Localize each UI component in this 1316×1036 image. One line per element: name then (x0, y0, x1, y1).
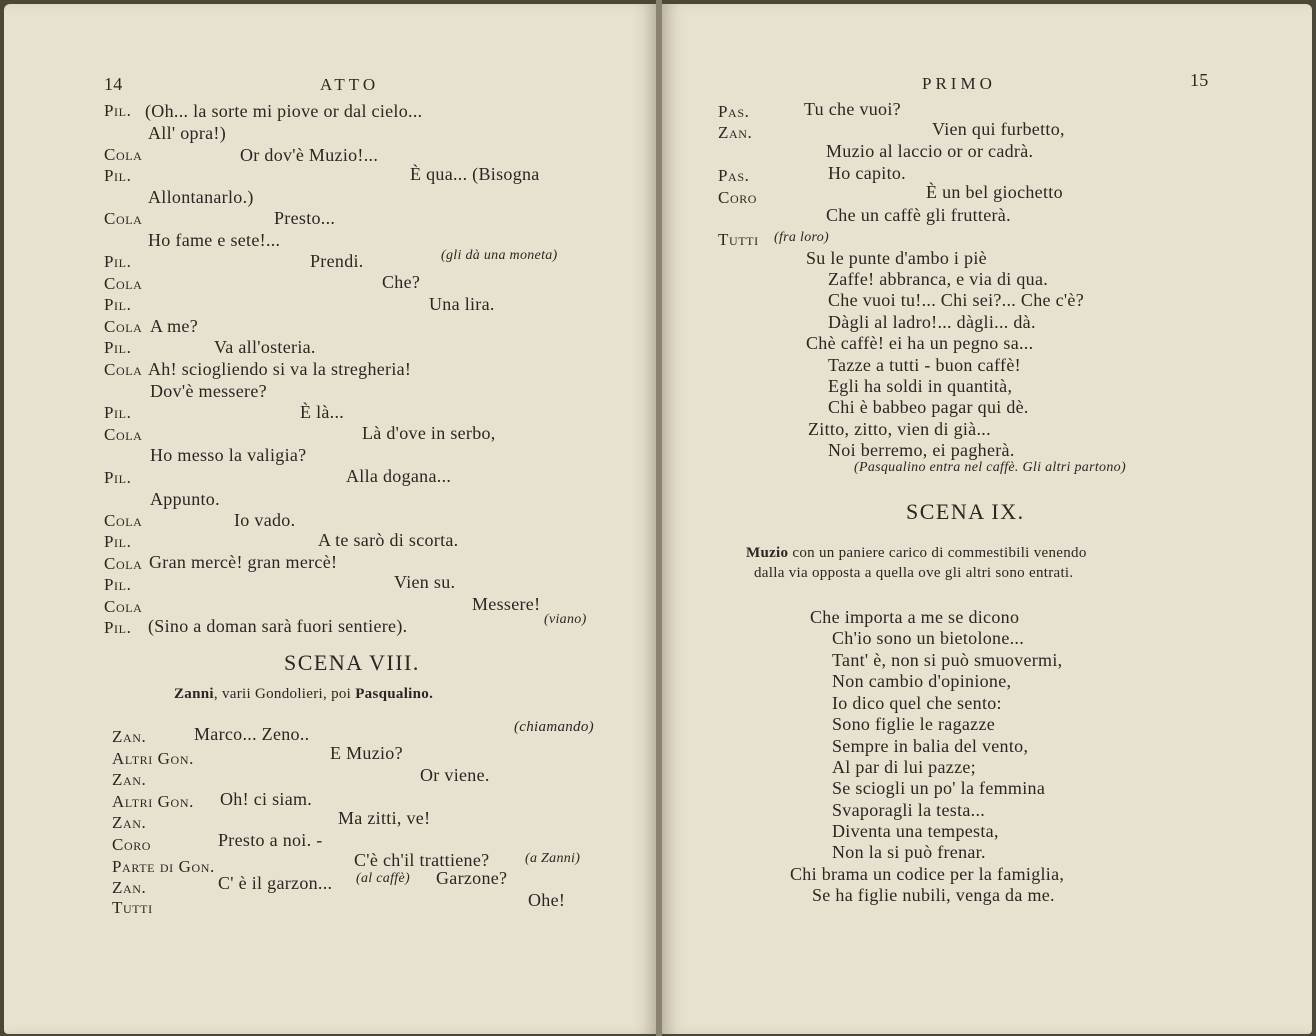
speaker: Tutti (112, 898, 153, 917)
speaker: Zan. (718, 123, 753, 142)
speaker: Cola (104, 209, 143, 228)
speaker: Coro (112, 835, 152, 854)
stage-text: con un paniere carico di commestibili venendo (788, 545, 1087, 561)
speaker: Pil. (104, 166, 132, 185)
verse-line: Allontanarlo.) (148, 187, 254, 207)
verse-line: È qua... (Bisogna (410, 164, 540, 184)
verse-line: Non la si può frenar. (832, 842, 986, 862)
verse-line: Dàgli al ladro!... dàgli... dà. (828, 312, 1036, 332)
verse-line: Io vado. (234, 510, 296, 530)
verse-line: Che vuoi tu!... Chi sei?... Che c'è? (828, 290, 1084, 310)
scene-title: SCENA VIII. (284, 650, 420, 675)
verse-line: C' è il garzon... (218, 873, 333, 893)
right-page (662, 4, 1312, 1034)
verse-line: Zitto, zitto, vien di già... (808, 419, 991, 439)
speaker: Pil. (104, 403, 132, 422)
verse-line: Gran mercè! gran mercè! (149, 552, 338, 572)
speaker: Pil. (104, 532, 132, 551)
verse-line: (Sino a doman sarà fuori sentiere). (148, 616, 408, 636)
speaker: Cola (104, 554, 143, 573)
left-page (4, 4, 656, 1034)
stage-direction: (chiamando) (514, 719, 594, 735)
verse-line: Una lira. (429, 294, 495, 314)
speaker: Pil. (104, 468, 132, 487)
verse-line: Ho fame e sete!... (148, 230, 281, 250)
speaker: Pil. (104, 101, 132, 120)
stage-direction: (fra loro) (774, 230, 829, 245)
verse-line: Presto... (274, 208, 336, 228)
speaker: Pas. (718, 102, 750, 121)
speaker: Pas. (718, 166, 750, 185)
verse-line: È un bel giochetto (926, 182, 1063, 202)
verse-line: Va all'osteria. (214, 337, 316, 357)
speaker: Pil. (104, 618, 132, 637)
verse-line: È là... (300, 402, 345, 422)
cast-text: , varii Gondolieri, poi (213, 686, 356, 702)
verse-line: Diventa una tempesta, (832, 821, 999, 841)
verse-line: Chi è babbeo pagar qui dè. (828, 397, 1029, 417)
verse-line: Che importa a me se dicono (810, 607, 1020, 627)
running-head: ATTO (320, 75, 380, 94)
speaker: Pil. (104, 295, 132, 314)
speaker: Cola (104, 145, 143, 164)
speaker: Cola (104, 425, 143, 444)
verse-line: Oh! ci siam. (220, 789, 313, 809)
running-head: PRIMO (922, 74, 996, 93)
verse-line: Se sciogli un po' la femmina (832, 778, 1046, 798)
verse-line: Alla dogana... (346, 466, 452, 486)
speaker: Cola (104, 274, 143, 293)
verse-line: Tazze a tutti - buon caffè! (828, 355, 1021, 375)
verse-line: Messere! (472, 594, 541, 614)
verse-line: Zaffe! abbranca, e via di qua. (828, 269, 1049, 289)
stage-direction-line: dalla via opposta a quella ove gli altri sono entrati. (754, 565, 1074, 581)
verse-line: Dov'è messere? (150, 381, 267, 401)
verse-line: A me? (150, 316, 198, 336)
verse-line: Che un caffè gli frutterà. (826, 205, 1011, 225)
stage-direction-line (746, 543, 1087, 563)
verse-line: Chè caffè! ei ha un pegno sa... (806, 333, 1034, 353)
speaker: Cola (104, 360, 143, 379)
stage-direction: (a Zanni) (525, 851, 581, 866)
speaker: Zan. (112, 813, 147, 832)
stage-direction: (gli dà una moneta) (441, 248, 558, 263)
verse-line: Ah! sciogliendo si va la stregheria! (148, 359, 412, 379)
verse-line: Presto a noi. - (218, 830, 323, 850)
speaker: Zan. (112, 727, 147, 746)
verse-line: Ohe! (528, 890, 566, 910)
page-number: 14 (104, 74, 123, 94)
verse-line: Sempre in balia del vento, (832, 736, 1029, 756)
verse-line: Muzio al laccio or or cadrà. (826, 141, 1034, 161)
speaker: Cola (104, 511, 143, 530)
speaker: Zan. (112, 770, 147, 789)
verse-line: Svaporagli la testa... (832, 800, 986, 820)
verse-line: All' opra!) (148, 123, 227, 143)
verse-line: Marco... Zeno.. (194, 724, 310, 744)
speaker: Pil. (104, 338, 132, 357)
speaker: Parte di Gon. (112, 857, 215, 876)
speaker: Coro (718, 188, 758, 207)
verse-line: Ho messo la valigia? (150, 445, 307, 465)
verse-line: (Oh... la sorte mi piove or dal cielo... (145, 101, 423, 121)
verse-line: Che? (382, 272, 421, 292)
stage-direction: (Pasqualino entra nel caffè. Gli altri partono) (854, 460, 1126, 475)
speaker: Pil. (104, 252, 132, 271)
verse-line: Sono figlie le ragazze (832, 714, 996, 734)
verse-line: Su le punte d'ambo i piè (806, 248, 987, 268)
verse-line: Chi brama un codice per la famiglia, (790, 864, 1065, 884)
speaker: Tutti (718, 230, 759, 249)
verse-line: Garzone? (436, 868, 508, 888)
verse-line: Or dov'è Muzio!... (240, 145, 379, 165)
verse-line: Al par di lui pazze; (832, 757, 976, 777)
verse-line: Egli ha soldi in quantità, (828, 376, 1013, 396)
verse-line: Appunto. (150, 489, 220, 509)
character-name: Muzio (746, 545, 789, 561)
verse-line: Vien su. (394, 572, 456, 592)
verse-line: Tu che vuoi? (804, 99, 901, 119)
verse-line: Tant' è, non si può smuovermi, (832, 650, 1063, 670)
speaker: Cola (104, 317, 143, 336)
speaker: Altri Gon. (112, 749, 194, 768)
character-name: Pasqualino. (355, 686, 434, 702)
verse-line: Io dico quel che sento: (832, 693, 1002, 713)
page-number: 15 (1190, 70, 1209, 90)
verse-line: Ma zitti, ve! (338, 808, 431, 828)
speaker: Cola (104, 597, 143, 616)
verse-line: Or viene. (420, 765, 490, 785)
verse-line: Ho capito. (828, 163, 906, 183)
verse-line: A te sarò di scorta. (318, 530, 459, 550)
stage-direction: (al caffè) (356, 871, 410, 886)
verse-line: Noi berremo, ei pagherà. (828, 440, 1015, 460)
scene-title: SCENA IX. (906, 499, 1025, 524)
speaker: Pil. (104, 575, 132, 594)
stage-direction: (viano) (544, 612, 587, 627)
verse-line: Prendi. (310, 251, 364, 271)
verse-line: Vien qui furbetto, (932, 119, 1065, 139)
verse-line: Ch'io sono un bietolone... (832, 628, 1025, 648)
verse-line: Se ha figlie nubili, venga da me. (812, 885, 1055, 905)
scene-cast (174, 684, 433, 704)
verse-line: Là d'ove in serbo, (362, 423, 496, 443)
speaker: Altri Gon. (112, 792, 194, 811)
speaker: Zan. (112, 878, 147, 897)
verse-line: C'è ch'il trattiene? (354, 850, 490, 870)
character-name: Zanni (174, 686, 214, 702)
verse-line: Non cambio d'opinione, (832, 671, 1012, 691)
verse-line: E Muzio? (330, 743, 403, 763)
